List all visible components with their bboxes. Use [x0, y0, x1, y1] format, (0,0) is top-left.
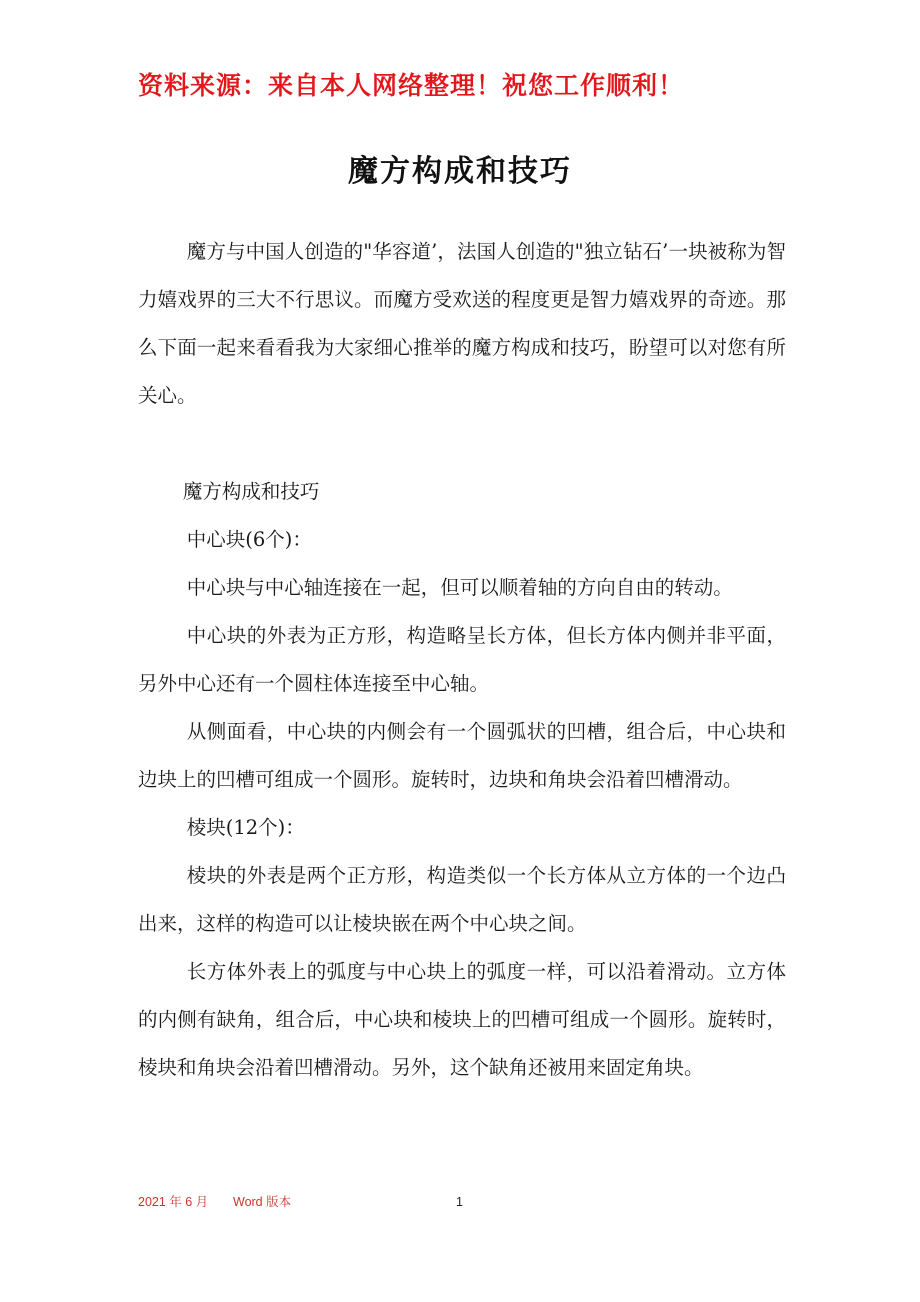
document-title: 魔方构成和技巧: [348, 154, 572, 189]
document-body: [138, 228, 786, 1092]
intro-paragraph: 魔方与中国人创造的"华容道’，法国人创造的"独立钻石’一块被称为智力嬉戏界的三大不行思议。而魔方受欢送的程度更是智力嬉戏界的奇迹。那么下面一起来看看我为大家细心推举的魔方构成和技巧，盼望可以对您有所关心。: [138, 240, 786, 407]
source-note-banner: 资料来源：来自本人网络整理！祝您工作顺利！: [138, 71, 685, 100]
section-heading: 魔方构成和技巧: [182, 480, 320, 503]
page-footer: [138, 1191, 786, 1213]
edge-piece-paragraph-1: 棱块的外表是两个正方形，构造类似一个长方体从立方体的一个边凸出来，这样的构造可以让棱块嵌在两个中心块之间。: [138, 864, 786, 935]
blank-line: [138, 420, 786, 468]
center-piece-heading: 中心块(6个)：: [186, 528, 312, 551]
center-piece-paragraph-3: 从侧面看，中心块的内侧会有一个圆弧状的凹槽，组合后，中心块和边块上的凹槽可组成一个圆形。旋转时，边块和角块会沿着凹槽滑动。: [138, 720, 786, 791]
footer-date: 2021 年 6 月: [138, 1195, 209, 1209]
center-piece-paragraph-1: 中心块与中心轴连接在一起，但可以顺着轴的方向自由的转动。: [186, 576, 733, 599]
edge-piece-heading: 棱块(12个)：: [186, 816, 305, 839]
edge-piece-paragraph-2: 长方体外表上的弧度与中心块上的弧度一样，可以沿着滑动。立方体的内侧有缺角，组合后，中心块和棱块上的凹槽可组成一个圆形。旋转时，棱块和角块会沿着凹槽滑动。另外，这个缺角还被用来固定角块。: [138, 960, 786, 1079]
page-number: 1: [456, 1195, 463, 1209]
footer-version: Word 版本: [233, 1195, 292, 1209]
center-piece-paragraph-2: 中心块的外表为正方形，构造略呈长方体，但长方体内侧并非平面，另外中心还有一个圆柱体连接至中心轴。: [138, 624, 786, 695]
